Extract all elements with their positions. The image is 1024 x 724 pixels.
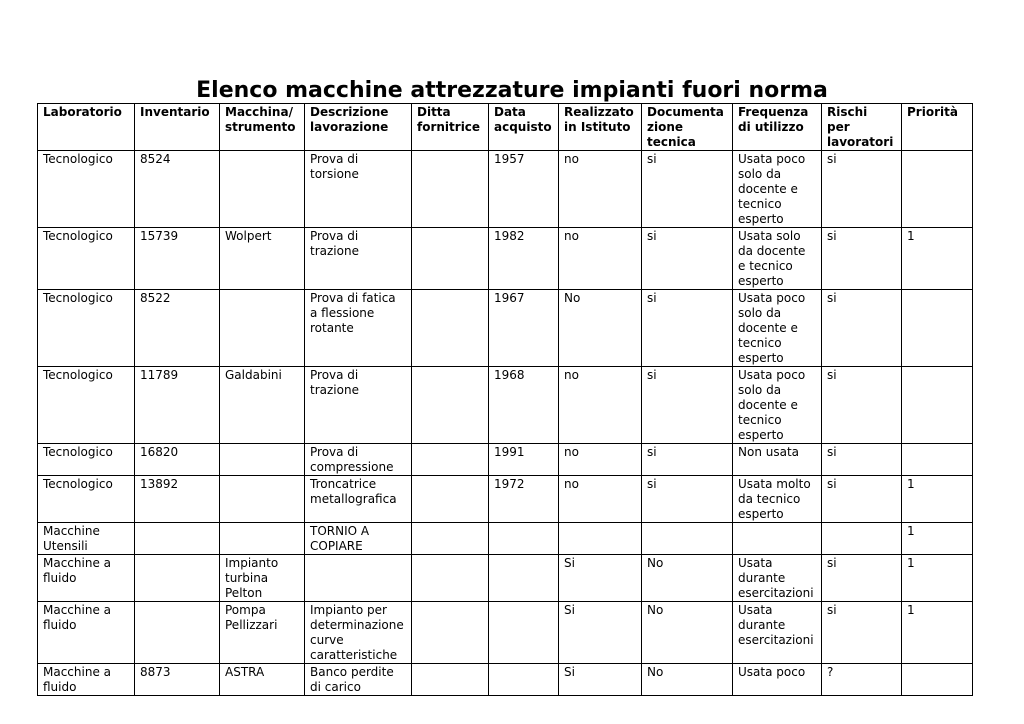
cell-line: ASTRA bbox=[225, 665, 265, 679]
cell-realizzato-in-istituto bbox=[559, 444, 642, 476]
cell-line: trazione bbox=[310, 244, 359, 258]
cell-realizzato-in-istituto bbox=[559, 228, 642, 290]
cell-line: Tecnologico bbox=[43, 368, 113, 382]
cell-data-acquisto bbox=[489, 367, 559, 444]
cell-data-acquisto bbox=[489, 151, 559, 228]
cell-line: TORNIO A bbox=[310, 524, 370, 538]
header-line: Ditta bbox=[417, 105, 451, 119]
cell-macchina-strumento bbox=[220, 444, 305, 476]
cell-line: da docente bbox=[738, 244, 806, 258]
cell-line: metallografica bbox=[310, 492, 397, 506]
cell-line: 1968 bbox=[494, 368, 525, 382]
header-line: zione bbox=[647, 120, 684, 134]
cell-line: Non usata bbox=[738, 445, 800, 459]
header-line: Descrizione bbox=[310, 105, 389, 119]
cell-ditta-fornitrice bbox=[412, 228, 489, 290]
header-line: Macchina/ bbox=[225, 105, 293, 119]
cell-ditta-fornitrice bbox=[412, 555, 489, 602]
cell-laboratorio bbox=[38, 523, 135, 555]
cell-line: si bbox=[827, 445, 837, 459]
column-header-frequenza-di-utilizzo bbox=[733, 104, 822, 151]
cell-macchina-strumento bbox=[220, 367, 305, 444]
cell-line: Si bbox=[564, 556, 575, 570]
cell-line: Macchine a bbox=[43, 603, 111, 617]
column-header-priorita bbox=[902, 104, 973, 151]
column-header-realizzato-in-istituto bbox=[559, 104, 642, 151]
cell-line: Macchine a bbox=[43, 556, 111, 570]
table-row bbox=[38, 290, 973, 367]
cell-line: Troncatrice bbox=[310, 477, 377, 491]
cell-realizzato-in-istituto bbox=[559, 151, 642, 228]
cell-line: 1957 bbox=[494, 152, 525, 166]
header-line: Frequenza bbox=[738, 105, 809, 119]
header-line: di utilizzo bbox=[738, 120, 804, 134]
cell-line: Pelton bbox=[225, 586, 263, 600]
cell-macchina-strumento bbox=[220, 664, 305, 696]
cell-line: Tecnologico bbox=[43, 229, 113, 243]
column-header-documentazione-tecnica bbox=[642, 104, 733, 151]
cell-inventario bbox=[135, 523, 220, 555]
cell-line: Prova di bbox=[310, 368, 359, 382]
cell-frequenza-di-utilizzo bbox=[733, 444, 822, 476]
cell-realizzato-in-istituto bbox=[559, 476, 642, 523]
header-line: lavorazione bbox=[310, 120, 389, 134]
cell-ditta-fornitrice bbox=[412, 523, 489, 555]
cell-documentazione-tecnica bbox=[642, 555, 733, 602]
header-line: fornitrice bbox=[417, 120, 481, 134]
cell-rischi-per-lavoratori bbox=[822, 228, 902, 290]
cell-data-acquisto bbox=[489, 228, 559, 290]
cell-line: da tecnico bbox=[738, 492, 801, 506]
cell-line: Prova di bbox=[310, 229, 359, 243]
cell-line: Impianto per bbox=[310, 603, 387, 617]
cell-line: docente e bbox=[738, 398, 798, 412]
header-line: Documenta bbox=[647, 105, 724, 119]
header-line: acquisto bbox=[494, 120, 552, 134]
cell-realizzato-in-istituto bbox=[559, 290, 642, 367]
column-header-macchina-strumento bbox=[220, 104, 305, 151]
cell-line: esperto bbox=[738, 351, 784, 365]
cell-descrizione-lavorazione bbox=[305, 290, 412, 367]
cell-line: curve bbox=[310, 633, 344, 647]
cell-line: 8522 bbox=[140, 291, 171, 305]
cell-data-acquisto bbox=[489, 664, 559, 696]
cell-descrizione-lavorazione bbox=[305, 444, 412, 476]
cell-line: Macchine bbox=[43, 524, 100, 538]
cell-line: 1991 bbox=[494, 445, 525, 459]
cell-line: Prova di bbox=[310, 152, 359, 166]
table-row bbox=[38, 555, 973, 602]
cell-line: Si bbox=[564, 665, 575, 679]
table-row bbox=[38, 664, 973, 696]
cell-priorita bbox=[902, 367, 973, 444]
cell-line: si bbox=[827, 229, 837, 243]
cell-priorita bbox=[902, 602, 973, 664]
cell-inventario bbox=[135, 290, 220, 367]
cell-line: 1 bbox=[907, 556, 915, 570]
cell-line: Galdabini bbox=[225, 368, 282, 382]
cell-laboratorio bbox=[38, 602, 135, 664]
cell-rischi-per-lavoratori bbox=[822, 555, 902, 602]
cell-frequenza-di-utilizzo bbox=[733, 367, 822, 444]
cell-frequenza-di-utilizzo bbox=[733, 523, 822, 555]
cell-frequenza-di-utilizzo bbox=[733, 151, 822, 228]
cell-inventario bbox=[135, 602, 220, 664]
cell-macchina-strumento bbox=[220, 555, 305, 602]
cell-line: si bbox=[647, 368, 657, 382]
cell-documentazione-tecnica bbox=[642, 664, 733, 696]
cell-inventario bbox=[135, 555, 220, 602]
table-row bbox=[38, 523, 973, 555]
header-line: per bbox=[827, 120, 850, 134]
cell-line: solo da bbox=[738, 306, 782, 320]
cell-line: si bbox=[647, 152, 657, 166]
cell-line: compressione bbox=[310, 460, 394, 474]
cell-line: no bbox=[564, 445, 579, 459]
cell-line: Tecnologico bbox=[43, 291, 113, 305]
cell-macchina-strumento bbox=[220, 523, 305, 555]
cell-inventario bbox=[135, 664, 220, 696]
header-line: Rischi bbox=[827, 105, 868, 119]
cell-realizzato-in-istituto bbox=[559, 523, 642, 555]
cell-data-acquisto bbox=[489, 555, 559, 602]
header-line: Realizzato bbox=[564, 105, 634, 119]
cell-line: ? bbox=[827, 665, 834, 679]
cell-line: esercitazioni bbox=[738, 633, 814, 647]
cell-ditta-fornitrice bbox=[412, 664, 489, 696]
cell-rischi-per-lavoratori bbox=[822, 523, 902, 555]
cell-priorita bbox=[902, 664, 973, 696]
cell-descrizione-lavorazione bbox=[305, 664, 412, 696]
table-row bbox=[38, 228, 973, 290]
cell-ditta-fornitrice bbox=[412, 290, 489, 367]
cell-descrizione-lavorazione bbox=[305, 555, 412, 602]
cell-documentazione-tecnica bbox=[642, 444, 733, 476]
cell-line: No bbox=[564, 291, 581, 305]
header-line: in Istituto bbox=[564, 120, 631, 134]
cell-documentazione-tecnica bbox=[642, 523, 733, 555]
column-header-rischi-per-lavoratori bbox=[822, 104, 902, 151]
cell-line: Utensili bbox=[43, 539, 88, 553]
cell-line: esperto bbox=[738, 212, 784, 226]
cell-line: caratteristiche bbox=[310, 648, 398, 662]
cell-line: e tecnico bbox=[738, 259, 793, 273]
cell-line: Usata solo bbox=[738, 229, 801, 243]
cell-line: durante bbox=[738, 571, 786, 585]
cell-line: no bbox=[564, 368, 579, 382]
cell-line: Usata poco bbox=[738, 665, 806, 679]
cell-frequenza-di-utilizzo bbox=[733, 290, 822, 367]
cell-rischi-per-lavoratori bbox=[822, 290, 902, 367]
cell-line: esperto bbox=[738, 428, 784, 442]
column-header-inventario bbox=[135, 104, 220, 151]
cell-priorita bbox=[902, 228, 973, 290]
table-header bbox=[38, 104, 973, 151]
header-line: Priorità bbox=[907, 105, 958, 119]
header-line: Laboratorio bbox=[43, 105, 122, 119]
cell-laboratorio bbox=[38, 151, 135, 228]
cell-descrizione-lavorazione bbox=[305, 228, 412, 290]
cell-descrizione-lavorazione bbox=[305, 367, 412, 444]
cell-line: no bbox=[564, 229, 579, 243]
cell-inventario bbox=[135, 151, 220, 228]
cell-line: trazione bbox=[310, 383, 359, 397]
cell-frequenza-di-utilizzo bbox=[733, 664, 822, 696]
cell-line: 16820 bbox=[140, 445, 179, 459]
cell-line: Prova di fatica bbox=[310, 291, 396, 305]
cell-line: solo da bbox=[738, 167, 782, 181]
cell-frequenza-di-utilizzo bbox=[733, 555, 822, 602]
cell-data-acquisto bbox=[489, 444, 559, 476]
cell-line: Tecnologico bbox=[43, 477, 113, 491]
cell-line: si bbox=[827, 368, 837, 382]
cell-descrizione-lavorazione bbox=[305, 602, 412, 664]
cell-line: Impianto bbox=[225, 556, 279, 570]
column-header-data-acquisto bbox=[489, 104, 559, 151]
cell-line: 1982 bbox=[494, 229, 525, 243]
cell-line: 8873 bbox=[140, 665, 171, 679]
cell-rischi-per-lavoratori bbox=[822, 602, 902, 664]
cell-inventario bbox=[135, 476, 220, 523]
column-header-laboratorio bbox=[38, 104, 135, 151]
cell-line: no bbox=[564, 152, 579, 166]
cell-inventario bbox=[135, 228, 220, 290]
cell-rischi-per-lavoratori bbox=[822, 476, 902, 523]
header-line: strumento bbox=[225, 120, 296, 134]
cell-line: no bbox=[564, 477, 579, 491]
cell-line: Pompa bbox=[225, 603, 266, 617]
cell-priorita bbox=[902, 151, 973, 228]
cell-documentazione-tecnica bbox=[642, 602, 733, 664]
cell-line: 1 bbox=[907, 524, 915, 538]
header-line: lavoratori bbox=[827, 135, 894, 149]
cell-line: Wolpert bbox=[225, 229, 272, 243]
cell-line: rotante bbox=[310, 321, 354, 335]
cell-line: si bbox=[827, 556, 837, 570]
cell-rischi-per-lavoratori bbox=[822, 664, 902, 696]
page-title: Elenco macchine attrezzature impianti fuori norma bbox=[196, 78, 828, 103]
cell-line: Tecnologico bbox=[43, 445, 113, 459]
cell-data-acquisto bbox=[489, 476, 559, 523]
cell-ditta-fornitrice bbox=[412, 367, 489, 444]
cell-line: 1 bbox=[907, 229, 915, 243]
header-line: Data bbox=[494, 105, 526, 119]
cell-line: 1 bbox=[907, 603, 915, 617]
cell-line: determinazione bbox=[310, 618, 404, 632]
equipment-table bbox=[37, 103, 973, 696]
cell-realizzato-in-istituto bbox=[559, 367, 642, 444]
cell-line: No bbox=[647, 603, 664, 617]
cell-line: 15739 bbox=[140, 229, 179, 243]
cell-line: di carico bbox=[310, 680, 361, 694]
header-line: tecnica bbox=[647, 135, 696, 149]
cell-line: tecnico bbox=[738, 413, 782, 427]
cell-line: a flessione bbox=[310, 306, 375, 320]
table-row bbox=[38, 602, 973, 664]
cell-line: torsione bbox=[310, 167, 359, 181]
column-header-ditta-fornitrice bbox=[412, 104, 489, 151]
cell-inventario bbox=[135, 367, 220, 444]
cell-realizzato-in-istituto bbox=[559, 555, 642, 602]
column-header-descrizione-lavorazione bbox=[305, 104, 412, 151]
cell-line: 1967 bbox=[494, 291, 525, 305]
table-row bbox=[38, 476, 973, 523]
cell-priorita bbox=[902, 290, 973, 367]
cell-frequenza-di-utilizzo bbox=[733, 476, 822, 523]
cell-laboratorio bbox=[38, 664, 135, 696]
cell-line: Usata bbox=[738, 556, 773, 570]
cell-line: Usata poco bbox=[738, 368, 806, 382]
cell-laboratorio bbox=[38, 476, 135, 523]
cell-data-acquisto bbox=[489, 523, 559, 555]
cell-line: Banco perdite bbox=[310, 665, 394, 679]
cell-descrizione-lavorazione bbox=[305, 151, 412, 228]
cell-line: Prova di bbox=[310, 445, 359, 459]
cell-laboratorio bbox=[38, 555, 135, 602]
cell-line: fluido bbox=[43, 680, 77, 694]
cell-line: 1 bbox=[907, 477, 915, 491]
cell-line: esperto bbox=[738, 507, 784, 521]
cell-line: Si bbox=[564, 603, 575, 617]
cell-line: No bbox=[647, 556, 664, 570]
table-body bbox=[38, 151, 973, 696]
cell-laboratorio bbox=[38, 228, 135, 290]
cell-macchina-strumento bbox=[220, 476, 305, 523]
cell-line: durante bbox=[738, 618, 786, 632]
cell-priorita bbox=[902, 555, 973, 602]
cell-line: Tecnologico bbox=[43, 152, 113, 166]
cell-descrizione-lavorazione bbox=[305, 476, 412, 523]
table-row bbox=[38, 444, 973, 476]
cell-priorita bbox=[902, 476, 973, 523]
table-row bbox=[38, 367, 973, 444]
header-line: Inventario bbox=[140, 105, 210, 119]
cell-line: Macchine a bbox=[43, 665, 111, 679]
table-row bbox=[38, 151, 973, 228]
cell-line: 8524 bbox=[140, 152, 171, 166]
cell-line: si bbox=[827, 477, 837, 491]
cell-laboratorio bbox=[38, 367, 135, 444]
cell-laboratorio bbox=[38, 290, 135, 367]
cell-line: 1972 bbox=[494, 477, 525, 491]
cell-ditta-fornitrice bbox=[412, 602, 489, 664]
cell-line: si bbox=[827, 291, 837, 305]
cell-ditta-fornitrice bbox=[412, 151, 489, 228]
cell-line: fluido bbox=[43, 571, 77, 585]
cell-frequenza-di-utilizzo bbox=[733, 602, 822, 664]
cell-line: si bbox=[827, 603, 837, 617]
cell-line: Pellizzari bbox=[225, 618, 278, 632]
cell-line: Usata poco bbox=[738, 152, 806, 166]
cell-descrizione-lavorazione bbox=[305, 523, 412, 555]
cell-line: docente e bbox=[738, 182, 798, 196]
cell-documentazione-tecnica bbox=[642, 151, 733, 228]
cell-realizzato-in-istituto bbox=[559, 602, 642, 664]
cell-rischi-per-lavoratori bbox=[822, 444, 902, 476]
header-row bbox=[38, 104, 973, 151]
cell-priorita bbox=[902, 444, 973, 476]
cell-line: esperto bbox=[738, 274, 784, 288]
cell-realizzato-in-istituto bbox=[559, 664, 642, 696]
cell-line: esercitazioni bbox=[738, 586, 814, 600]
cell-laboratorio bbox=[38, 444, 135, 476]
cell-documentazione-tecnica bbox=[642, 367, 733, 444]
cell-line: solo da bbox=[738, 383, 782, 397]
cell-rischi-per-lavoratori bbox=[822, 151, 902, 228]
cell-line: 13892 bbox=[140, 477, 179, 491]
cell-macchina-strumento bbox=[220, 290, 305, 367]
cell-line: si bbox=[647, 291, 657, 305]
cell-documentazione-tecnica bbox=[642, 476, 733, 523]
cell-line: docente e bbox=[738, 321, 798, 335]
cell-line: si bbox=[827, 152, 837, 166]
cell-line: Usata molto bbox=[738, 477, 811, 491]
cell-macchina-strumento bbox=[220, 151, 305, 228]
cell-line: No bbox=[647, 665, 664, 679]
cell-line: tecnico bbox=[738, 336, 782, 350]
cell-ditta-fornitrice bbox=[412, 444, 489, 476]
cell-macchina-strumento bbox=[220, 228, 305, 290]
cell-line: turbina bbox=[225, 571, 269, 585]
cell-documentazione-tecnica bbox=[642, 228, 733, 290]
cell-data-acquisto bbox=[489, 602, 559, 664]
cell-line: si bbox=[647, 445, 657, 459]
cell-line: Usata bbox=[738, 603, 773, 617]
cell-macchina-strumento bbox=[220, 602, 305, 664]
cell-ditta-fornitrice bbox=[412, 476, 489, 523]
cell-documentazione-tecnica bbox=[642, 290, 733, 367]
cell-frequenza-di-utilizzo bbox=[733, 228, 822, 290]
cell-line: si bbox=[647, 229, 657, 243]
cell-line: si bbox=[647, 477, 657, 491]
cell-inventario bbox=[135, 444, 220, 476]
cell-line: COPIARE bbox=[310, 539, 363, 553]
cell-data-acquisto bbox=[489, 290, 559, 367]
cell-line: fluido bbox=[43, 618, 77, 632]
cell-rischi-per-lavoratori bbox=[822, 367, 902, 444]
cell-line: Usata poco bbox=[738, 291, 806, 305]
cell-priorita bbox=[902, 523, 973, 555]
cell-line: tecnico bbox=[738, 197, 782, 211]
cell-line: 11789 bbox=[140, 368, 179, 382]
